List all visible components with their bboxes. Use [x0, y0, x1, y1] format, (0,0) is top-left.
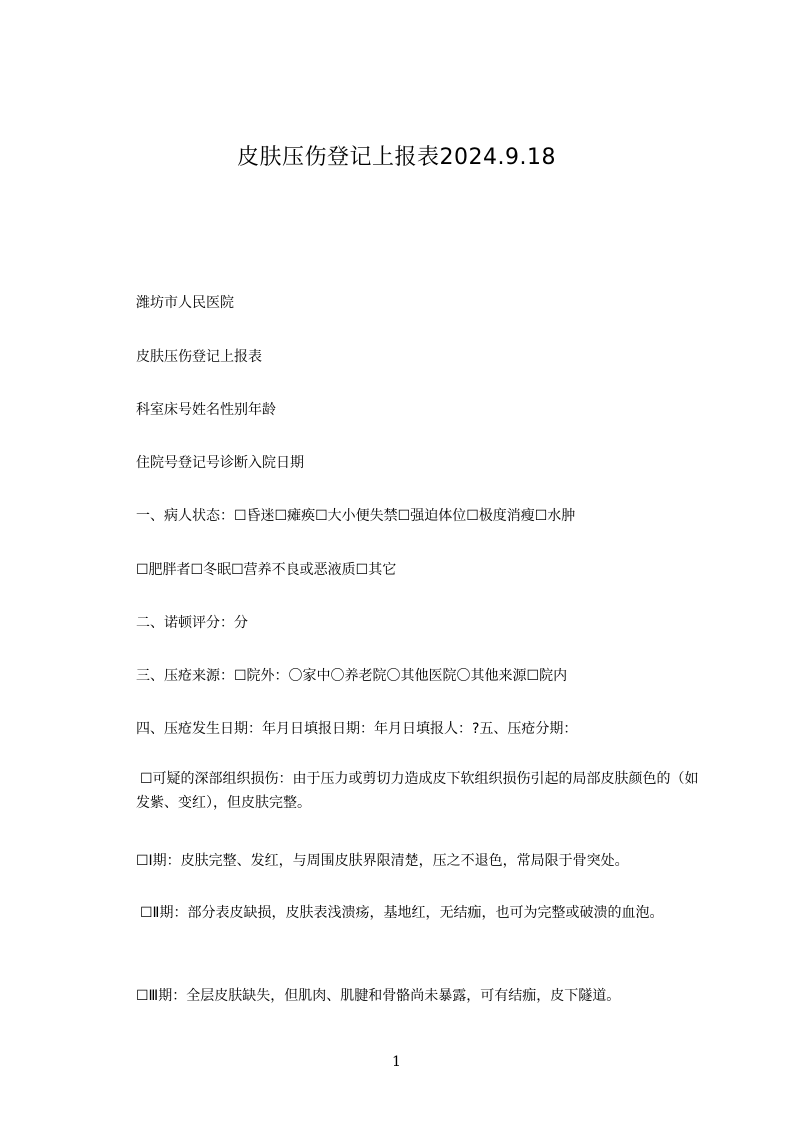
form-name: 皮肤压伤登记上报表 [136, 349, 262, 365]
patient-status-line-2: ☐肥胖者☐冬眠☐营养不良或恶液质☐其它 [136, 562, 397, 578]
page-number: 1 [392, 1054, 401, 1070]
admission-info-row: 住院号登记号诊断入院日期 [136, 455, 304, 471]
hospital-name: 潍坊市人民医院 [136, 295, 234, 311]
stage-1-line: ☐Ⅰ期：皮肤完整、发红，与周围皮肤界限清楚，压之不退色，常局限于骨突处。 [136, 853, 629, 869]
stage-3-line: ☐Ⅲ期：全层皮肤缺失，但肌肉、肌腱和骨骼尚未暴露，可有结痂，皮下隧道。 [136, 988, 621, 1004]
pressure-sore-source-line: 三、压疮来源：☐院外：〇家中〇养老院〇其他医院〇其他来源☐院内 [136, 668, 568, 684]
norton-score-line: 二、诺顿评分：分 [136, 615, 248, 631]
patient-status-line-1: 一、病人状态：☐昏迷☐瘫痪☐大小便失禁☐强迫体位☐极度消瘦☐水肿 [136, 508, 576, 524]
document-title: 皮肤压伤登记上报表2024.9.18 [237, 145, 556, 170]
stage-deep-tissue-paragraph [136, 767, 711, 815]
occurrence-date-line: 四、压疮发生日期：年月日填报日期：年月日填报人：?五、压疮分期： [136, 721, 578, 737]
stage-2-paragraph [136, 901, 711, 925]
stage-2-text: ☐Ⅱ期：部分表皮缺损，皮肤表浅溃疡，基地红，无结痂，也可为完整或破溃的血泡。 [140, 905, 664, 921]
patient-info-row: 科室床号姓名性别年龄 [136, 402, 276, 418]
stage-deep-tissue-text: ☐可疑的深部组织损伤：由于压力或剪切力造成皮下软组织损伤引起的局部皮肤颜色的（如发紫、变红），但皮肤完整。 [136, 771, 699, 811]
